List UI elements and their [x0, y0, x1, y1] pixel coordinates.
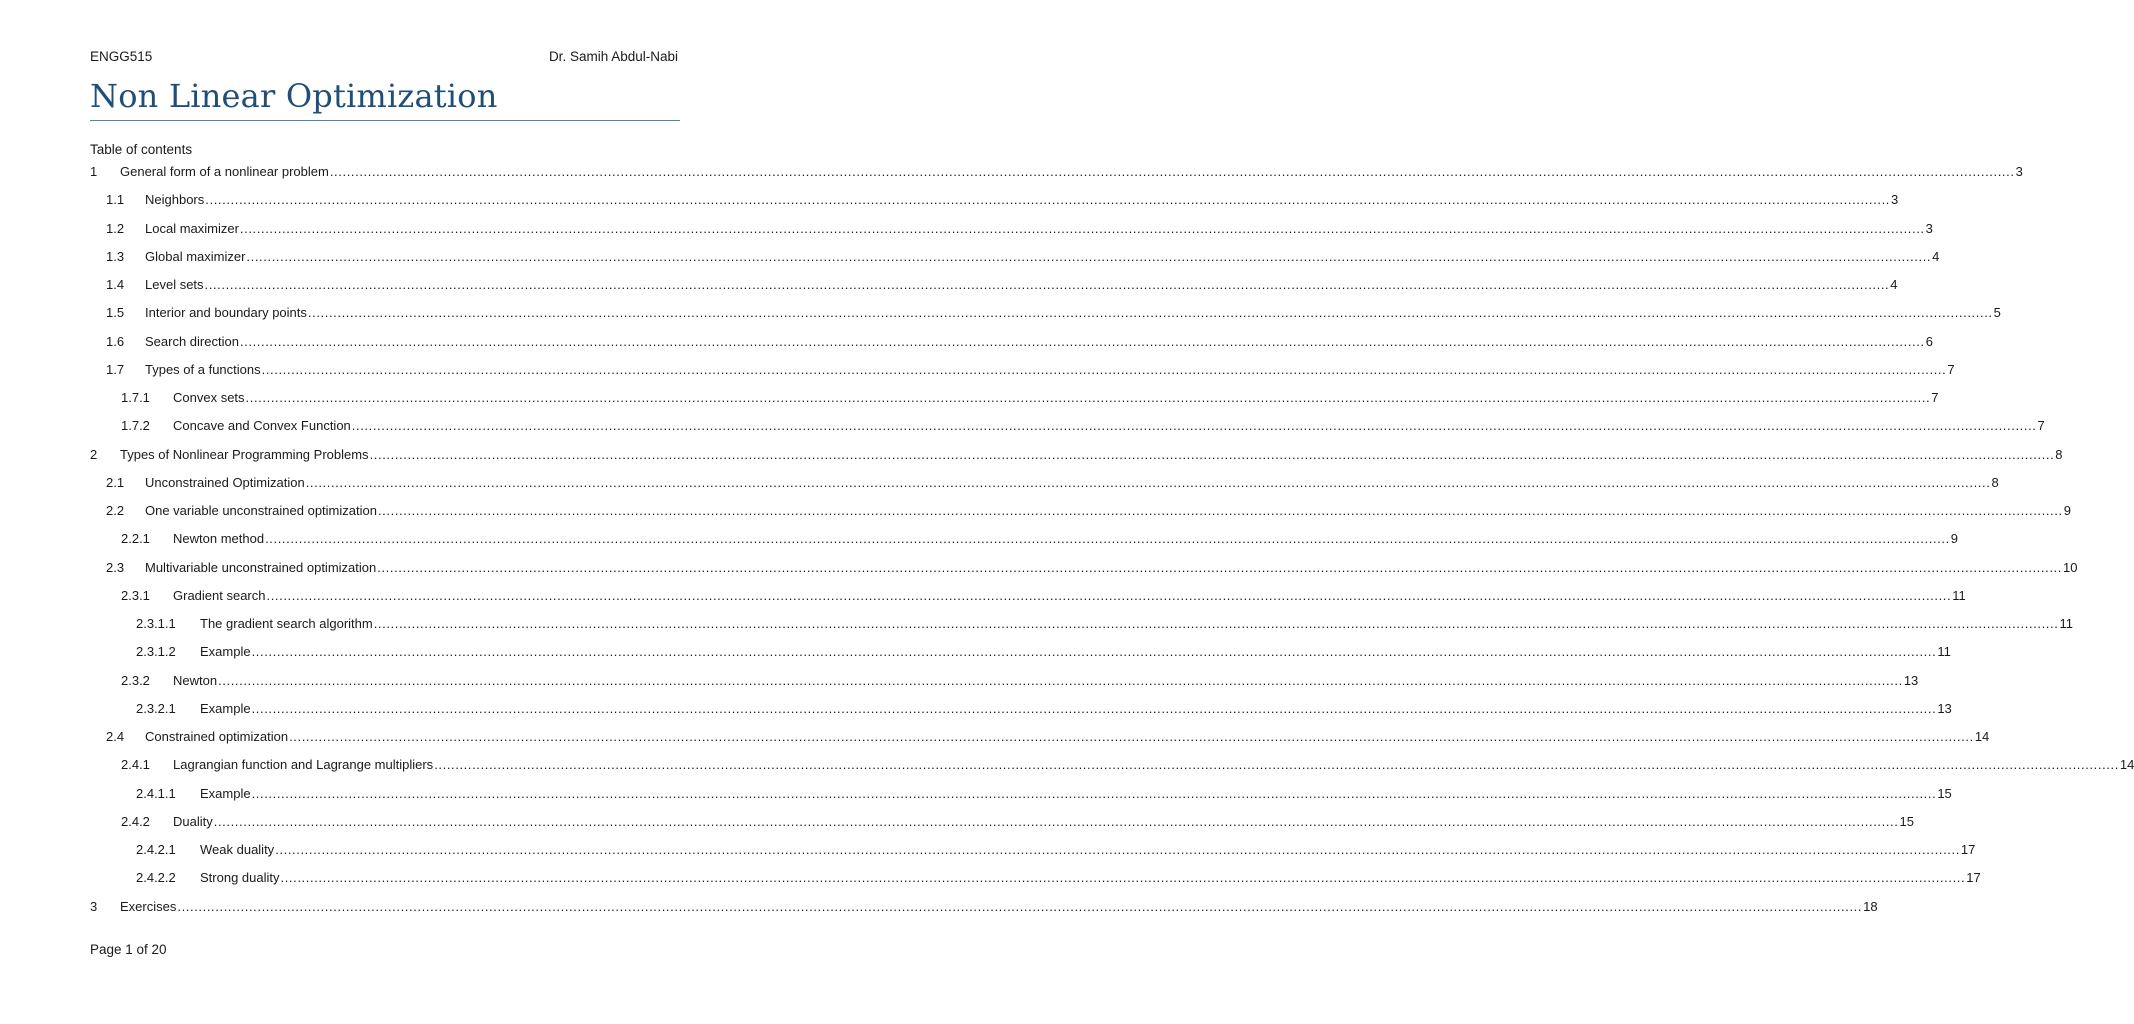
toc-dot-leader: ................................................................................................................................................................................................................................................................................................................................................................................................................ — [329, 164, 2015, 179]
toc-dot-leader: ................................................................................................................................................................................................................................................................................................................................................................................................................ — [377, 559, 2062, 575]
toc-entry-label: Local maximizer — [145, 220, 239, 236]
toc-entry-number: 1 — [90, 164, 98, 179]
toc-entry-label: Constrained optimization — [145, 729, 289, 744]
toc-entry-label: Example — [200, 785, 251, 801]
toc-entry-label: One variable unconstrained optimization — [145, 503, 377, 518]
page-header — [90, 48, 678, 66]
toc-entry[interactable] — [90, 615, 2073, 643]
toc-entry[interactable] — [90, 304, 2001, 332]
toc-entry-label: Level sets — [145, 277, 204, 292]
toc-entry[interactable] — [90, 530, 1959, 558]
toc-entry[interactable] — [90, 672, 1919, 700]
toc-entry-number: 2.3.2.1 — [136, 700, 176, 716]
toc-dot-leader: ................................................................................................................................................................................................................................................................................................................................................................................................................ — [218, 672, 1903, 688]
toc-dot-leader: ................................................................................................................................................................................................................................................................................................................................................................................................................ — [265, 531, 1950, 547]
toc-entry-page: 18 — [1863, 898, 1878, 914]
toc-entry-page: 13 — [1903, 672, 1919, 688]
toc-entry-label: Exercises — [120, 898, 177, 914]
toc-entry[interactable] — [90, 446, 2063, 474]
toc-dot-leader: ................................................................................................................................................................................................................................................................................................................................................................................................................ — [239, 220, 1925, 236]
toc-dot-leader: ................................................................................................................................................................................................................................................................................................................................................................................................................ — [305, 474, 1991, 490]
toc-entry[interactable] — [90, 700, 1952, 728]
toc-entry[interactable] — [90, 728, 1990, 756]
toc-entry-number: 2.4.2.1 — [136, 842, 176, 857]
toc-entry-page: 11 — [1952, 587, 1966, 603]
toc-entry-page: 11 — [2059, 616, 2073, 631]
toc-entry-page: 13 — [1937, 700, 1952, 716]
toc-entry[interactable] — [90, 587, 1966, 615]
toc-entry-page: 9 — [1950, 531, 1959, 547]
toc-entry[interactable] — [90, 474, 1999, 502]
toc-entry[interactable] — [90, 502, 2071, 530]
toc-entry[interactable] — [90, 276, 1898, 304]
toc-entry-number: 1.4 — [106, 277, 125, 292]
toc-entry-label: Lagrangian function and Lagrange multipliers — [173, 757, 434, 773]
toc-dot-leader: ................................................................................................................................................................................................................................................................................................................................................................................................................ — [261, 361, 1947, 377]
toc-entry-number: 2.3.2 — [121, 672, 150, 688]
toc-dot-leader: ................................................................................................................................................................................................................................................................................................................................................................................................................ — [351, 418, 2037, 434]
toc-dot-leader: ................................................................................................................................................................................................................................................................................................................................................................................................................ — [246, 248, 1932, 264]
toc-entry-page: 14 — [1974, 729, 1990, 744]
toc-entry[interactable] — [90, 643, 1951, 671]
toc-entry-page: 6 — [1925, 333, 1933, 349]
toc-entry-number: 2.4.1.1 — [136, 785, 176, 801]
toc-dot-leader: ................................................................................................................................................................................................................................................................................................................................................................................................................ — [251, 700, 1937, 716]
toc-entry-page: 7 — [1931, 390, 1939, 405]
toc-entry-number: 1.6 — [106, 333, 125, 349]
toc-dot-leader: ................................................................................................................................................................................................................................................................................................................................................................................................................ — [251, 785, 1937, 801]
toc-entry-page: 15 — [1899, 813, 1914, 829]
toc-entry-number: 1.7.1 — [121, 390, 150, 405]
toc-entry-number: 2.3.1.1 — [136, 616, 176, 631]
toc-entry-label: Strong duality — [200, 870, 280, 886]
toc-entry-page: 10 — [2062, 559, 2078, 575]
toc-entry-page: 4 — [1932, 248, 1940, 264]
course-code: ENGG515 — [90, 49, 153, 64]
toc-entry-label: Concave and Convex Function — [173, 418, 351, 434]
toc-entry-page: 11 — [1937, 644, 1951, 660]
toc-entry-number: 1.7.2 — [121, 418, 150, 434]
toc-entry-page: 17 — [1966, 870, 1981, 886]
document-title: Non Linear Optimization — [90, 77, 498, 115]
toc-entry-label: Weak duality — [200, 842, 275, 857]
toc-entry-number: 1.3 — [106, 248, 125, 264]
toc-entry-page: 3 — [1925, 220, 1933, 236]
toc-dot-leader: ................................................................................................................................................................................................................................................................................................................................................................................................................ — [289, 729, 1974, 744]
title-divider — [90, 120, 680, 121]
toc-entry-label: Interior and boundary points — [145, 305, 307, 321]
toc-heading: Table of contents — [90, 142, 193, 157]
toc-entry-label: General form of a nonlinear problem — [120, 164, 329, 179]
toc-entry-number: 2.4.2 — [121, 813, 150, 829]
toc-entry-label: Multivariable unconstrained optimization — [145, 559, 377, 575]
table-of-contents — [90, 163, 2134, 926]
toc-entry[interactable] — [90, 389, 1939, 417]
toc-entry[interactable] — [90, 785, 1952, 813]
toc-entry-label: Search direction — [145, 333, 239, 349]
toc-entry[interactable] — [90, 191, 1899, 219]
toc-entry-page: 8 — [1991, 474, 1999, 490]
toc-entry-number: 2.3.1 — [121, 587, 150, 603]
toc-entry-label: Newton method — [173, 531, 265, 547]
toc-entry-label: Gradient search — [173, 587, 266, 603]
toc-entry-label: Example — [200, 700, 251, 716]
toc-entry[interactable] — [90, 361, 1955, 389]
toc-dot-leader: ................................................................................................................................................................................................................................................................................................................................................................................................................ — [307, 305, 1993, 321]
toc-entry-number: 2.4.2.2 — [136, 870, 176, 886]
toc-entry-number: 1.5 — [106, 305, 125, 321]
toc-entry-page: 14 — [2119, 757, 2134, 773]
toc-entry-number: 2.4.1 — [121, 757, 150, 773]
page-number: Page 1 of 20 — [90, 942, 167, 957]
toc-entry[interactable] — [90, 333, 1933, 361]
toc-entry-page: 15 — [1937, 785, 1952, 801]
toc-entry-number: 1.2 — [106, 220, 125, 236]
toc-dot-leader: ................................................................................................................................................................................................................................................................................................................................................................................................................ — [213, 813, 1899, 829]
toc-entry-number: 2.2.1 — [121, 531, 150, 547]
toc-entry[interactable] — [90, 813, 1914, 841]
toc-dot-leader: ................................................................................................................................................................................................................................................................................................................................................................................................................ — [245, 390, 1931, 405]
toc-dot-leader: ................................................................................................................................................................................................................................................................................................................................................................................................................ — [377, 503, 2063, 518]
toc-entry-page: 9 — [2063, 503, 2071, 518]
toc-entry-number: 2.4 — [106, 729, 125, 744]
toc-entry[interactable] — [90, 841, 1976, 869]
toc-dot-leader: ................................................................................................................................................................................................................................................................................................................................................................................................................ — [177, 898, 1863, 914]
toc-dot-leader: ................................................................................................................................................................................................................................................................................................................................................................................................................ — [373, 616, 2059, 631]
toc-entry-label: Neighbors — [145, 192, 205, 208]
toc-entry[interactable] — [90, 756, 2134, 784]
toc-entry[interactable] — [90, 869, 1981, 897]
toc-entry[interactable] — [90, 220, 1933, 248]
toc-dot-leader: ................................................................................................................................................................................................................................................................................................................................................................................................................ — [280, 870, 1966, 886]
toc-entry-label: Newton — [173, 672, 218, 688]
toc-entry-label: Duality — [173, 813, 213, 829]
toc-dot-leader: ................................................................................................................................................................................................................................................................................................................................................................................................................ — [251, 644, 1937, 660]
toc-entry-number: 3 — [90, 898, 98, 914]
toc-entry-number: 2.3 — [106, 559, 125, 575]
toc-entry-label: Types of a functions — [145, 361, 261, 377]
toc-entry[interactable] — [90, 248, 1940, 276]
toc-entry-number: 2 — [90, 446, 98, 462]
toc-entry-number: 2.3.1.2 — [136, 644, 176, 660]
toc-entry[interactable] — [90, 163, 2023, 191]
toc-entry-number: 1.1 — [106, 192, 125, 208]
toc-dot-leader: ................................................................................................................................................................................................................................................................................................................................................................................................................ — [266, 587, 1952, 603]
toc-entry-label: Unconstrained Optimization — [145, 474, 305, 490]
author-name: Dr. Samih Abdul-Nabi — [548, 49, 678, 64]
toc-entry-label: Global maximizer — [145, 248, 246, 264]
toc-entry-page: 17 — [1960, 842, 1976, 857]
toc-dot-leader: ................................................................................................................................................................................................................................................................................................................................................................................................................ — [369, 446, 2055, 462]
toc-entry-label: The gradient search algorithm — [200, 616, 373, 631]
toc-dot-leader: ................................................................................................................................................................................................................................................................................................................................................................................................................ — [205, 192, 1890, 208]
toc-entry-page: 7 — [2037, 418, 2045, 434]
toc-entry[interactable] — [90, 559, 2078, 587]
toc-dot-leader: ................................................................................................................................................................................................................................................................................................................................................................................................................ — [275, 842, 1960, 857]
toc-entry-label: Convex sets — [173, 390, 245, 405]
toc-entry-page: 5 — [1993, 305, 2001, 321]
toc-entry-number: 2.1 — [106, 474, 125, 490]
toc-entry[interactable] — [90, 417, 2045, 445]
page-footer — [90, 941, 167, 959]
toc-dot-leader: ................................................................................................................................................................................................................................................................................................................................................................................................................ — [204, 277, 1890, 292]
toc-dot-leader: ................................................................................................................................................................................................................................................................................................................................................................................................................ — [239, 333, 1925, 349]
toc-entry-page: 3 — [2015, 164, 2023, 179]
toc-entry-label: Types of Nonlinear Programming Problems — [120, 446, 369, 462]
toc-entry[interactable] — [90, 898, 1878, 926]
toc-entry-page: 7 — [1947, 361, 1955, 377]
toc-entry-label: Example — [200, 644, 251, 660]
toc-entry-page: 3 — [1891, 192, 1899, 208]
toc-entry-page: 8 — [2055, 446, 2063, 462]
toc-entry-page: 4 — [1890, 277, 1898, 292]
toc-dot-leader: ................................................................................................................................................................................................................................................................................................................................................................................................................ — [434, 757, 2119, 773]
toc-entry-number: 1.7 — [106, 361, 125, 377]
toc-entry-number: 2.2 — [106, 503, 125, 518]
